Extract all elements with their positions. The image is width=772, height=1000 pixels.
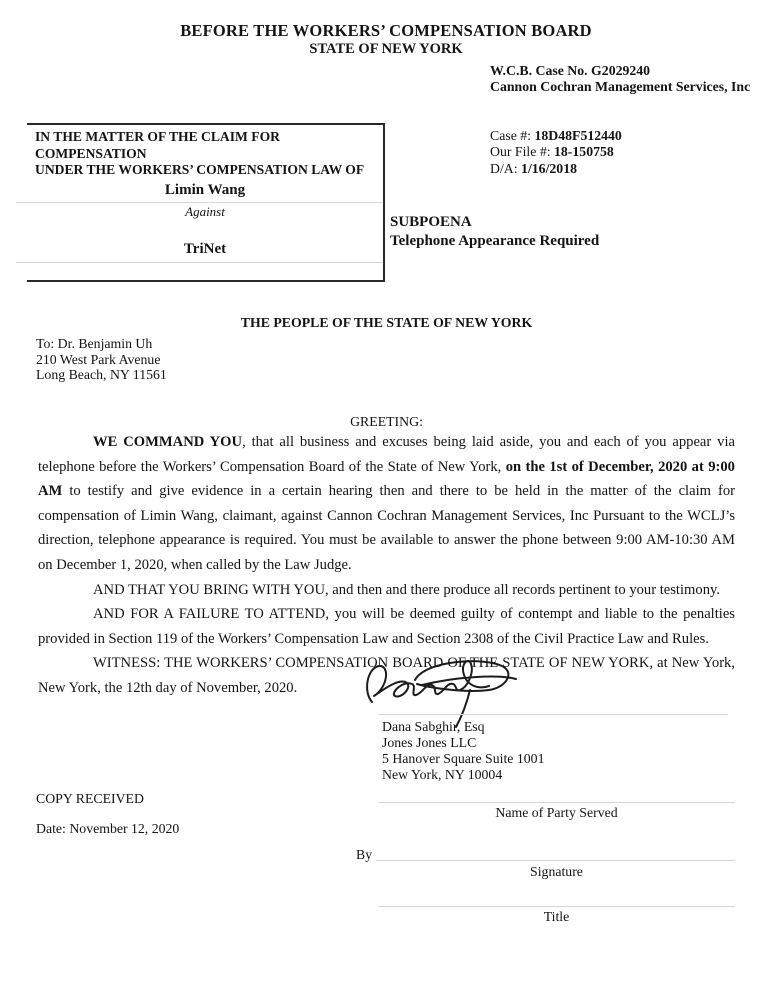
greeting-label: GREETING:: [350, 414, 423, 429]
matter-heading-line1: IN THE MATTER OF THE CLAIM FOR COMPENSATION: [35, 129, 280, 161]
case-info-block: [490, 128, 622, 177]
case-number-label: Case #:: [490, 128, 535, 143]
command-tail-text: to testify and give evidence in a certain hearing then and there to be held in the matter of the claim for compensation of Limin Wang, claimant, against Cannon Cochran Management Services, Inc Pursuant to the WCLJ’s direction, telephone appearance is required. You must be available to answer the phone between 9:00 AM-10:30 AM on December 1, 2020, when called by the Law Judge.: [38, 483, 735, 573]
body-text: [38, 430, 735, 701]
claimant-name: Limin Wang: [164, 182, 246, 198]
hearing-date-bold-text: on the 1st of December, 2020 at 9:00 AM: [38, 458, 735, 500]
party-served-label: Name of Party Served: [495, 805, 618, 820]
da-line: [490, 161, 622, 177]
document-title: BEFORE THE WORKERS’ COMPENSATION BOARD: [180, 21, 592, 40]
da-label: D/A:: [490, 160, 522, 176]
command-bold-text: WE COMMAND YOU: [93, 434, 243, 450]
document-subtitle: STATE OF NEW YORK: [309, 41, 463, 57]
title-label: Title: [543, 909, 570, 924]
attorney-firm: Jones Jones LLC: [382, 734, 477, 750]
recipient-address2: Long Beach, NY 11561: [36, 367, 167, 383]
attorney-name: Dana Sabghir, Esq: [382, 719, 485, 734]
recipient-to-line: To: Dr. Benjamin Uh: [36, 336, 153, 351]
copy-received-label: COPY RECEIVED: [36, 791, 144, 806]
claimant-underline: [16, 202, 383, 203]
failure-paragraph: AND FOR A FAILURE TO ATTEND, you will be deemed guilty of contempt and liable to the penalties provided in Section 119 of the Workers’ Compensation Law and Section 2308 of the Civil Practice Law and Rules.: [38, 606, 735, 647]
attorney-address2: New York, NY 10004: [382, 766, 503, 782]
subpoena-title-block: [390, 213, 599, 250]
matter-heading-line2: UNDER THE WORKERS’ COMPENSATION LAW OF: [35, 162, 365, 177]
recipient-address1: 210 West Park Avenue: [36, 351, 161, 367]
case-number-line: [490, 128, 622, 144]
recipient-address-block: [36, 336, 167, 383]
file-number-label: Our File #:: [490, 144, 554, 160]
respondent-name: TriNet: [183, 241, 227, 257]
people-heading: THE PEOPLE OF THE STATE OF NEW YORK: [240, 315, 533, 330]
attorney-signature-line: [378, 714, 728, 715]
command-mid-text: , that all business and excuses being laid aside, you and each of you appear via telephone before the Workers’ Compensation Board of the State of New York,: [38, 434, 735, 475]
by-label: By: [356, 847, 373, 862]
case-number-value: 18D48F512440: [534, 128, 622, 143]
subpoena-title: SUBPOENA: [390, 214, 472, 230]
witness-paragraph: WITNESS: THE WORKERS’ COMPENSATION BOARD OF THE STATE OF NEW YORK, at New York, New York, the 12th day of November, 2020.: [38, 655, 735, 696]
file-number-line: [490, 144, 622, 160]
da-value: 1/16/2018: [521, 160, 578, 176]
attorney-block: [382, 719, 544, 783]
title-blank-line: [378, 906, 735, 907]
attorney-address1: 5 Hanover Square Suite 1001: [382, 750, 545, 766]
bring-paragraph: AND THAT YOU BRING WITH YOU, and then and there produce all records pertinent to your testimony.: [93, 581, 720, 598]
signature-label: Signature: [530, 864, 583, 879]
carrier-name: Cannon Cochran Management Services, Inc: [490, 79, 751, 94]
subpoena-subtitle: Telephone Appearance Required: [390, 232, 600, 249]
wcb-case-number: W.C.B. Case No. G2029240: [490, 63, 651, 78]
party-served-line: [378, 802, 735, 803]
wcb-case-block: [490, 63, 750, 95]
matter-heading: [27, 125, 383, 179]
against-label: Against: [185, 204, 225, 219]
respondent-underline: [16, 262, 383, 263]
service-date: Date: November 12, 2020: [36, 821, 180, 836]
command-paragraph: [38, 430, 735, 578]
signature-blank-line: [376, 860, 735, 861]
file-number-value: 18-150758: [554, 144, 614, 160]
